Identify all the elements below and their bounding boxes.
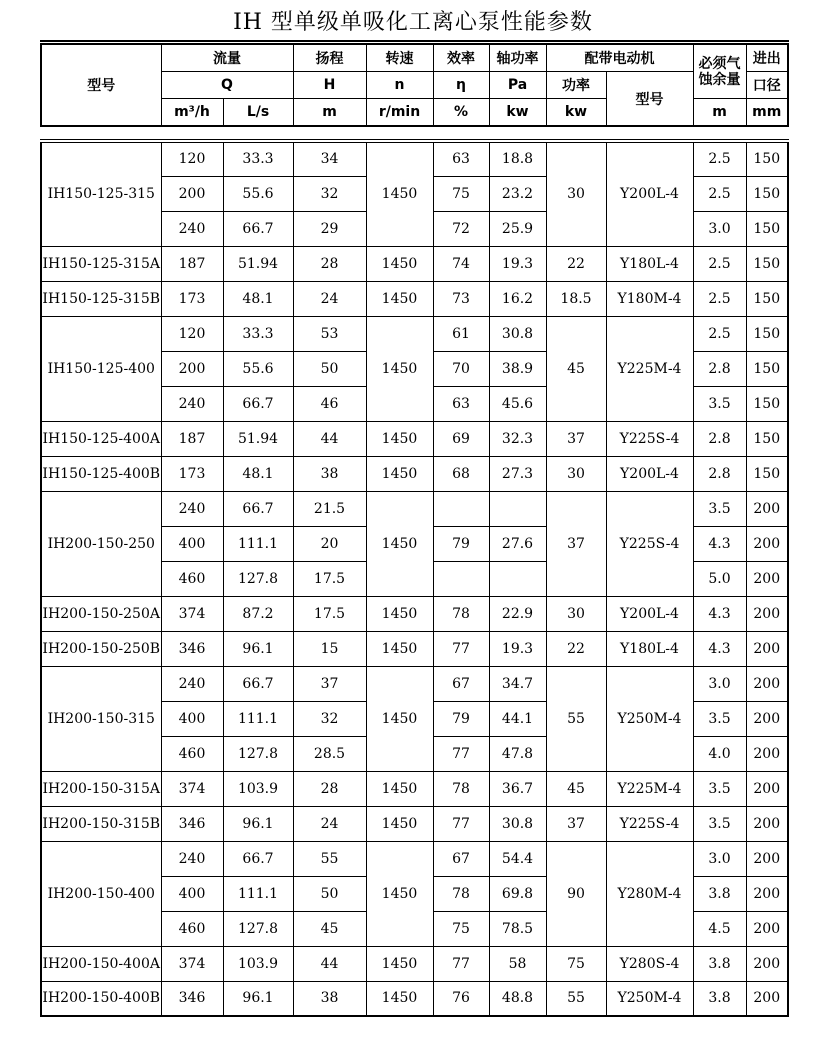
cell-npsh: 4.0 — [693, 736, 746, 771]
cell-shaft-power: 78.5 — [489, 911, 546, 946]
cell-diameter: 200 — [746, 911, 788, 946]
cell-flow-m3h: 400 — [161, 701, 223, 736]
cell-efficiency: 77 — [433, 806, 489, 841]
cell-pump-model: IH150-125-400 — [41, 316, 161, 421]
cell-speed: 1450 — [366, 666, 433, 771]
cell-flow-m3h: 346 — [161, 806, 223, 841]
cell-shaft-power: 22.9 — [489, 596, 546, 631]
cell-shaft-power: 48.8 — [489, 981, 546, 1016]
cell-npsh: 2.5 — [693, 281, 746, 316]
cell-efficiency: 78 — [433, 876, 489, 911]
cell-flow-m3h: 374 — [161, 596, 223, 631]
cell-motor-power: 45 — [546, 771, 606, 806]
cell-diameter: 200 — [746, 561, 788, 596]
cell-efficiency: 77 — [433, 736, 489, 771]
npsh-label-line2: 蚀余量 — [698, 71, 741, 88]
cell-head: 24 — [293, 281, 366, 316]
cell-shaft-power: 36.7 — [489, 771, 546, 806]
cell-flow-m3h: 187 — [161, 246, 223, 281]
cell-flow-ls: 51.94 — [223, 421, 293, 456]
symbol-eta: η — [433, 72, 489, 99]
table-row — [41, 666, 788, 701]
cell-flow-m3h: 240 — [161, 841, 223, 876]
table-row — [41, 981, 788, 1016]
cell-flow-ls: 127.8 — [223, 911, 293, 946]
cell-head: 46 — [293, 386, 366, 421]
cell-motor-model: Y200L-4 — [606, 141, 693, 246]
cell-flow-ls: 48.1 — [223, 281, 293, 316]
cell-efficiency: 72 — [433, 211, 489, 246]
cell-diameter: 150 — [746, 281, 788, 316]
cell-shaft-power: 27.6 — [489, 526, 546, 561]
cell-flow-ls: 66.7 — [223, 491, 293, 526]
unit-rmin: r/min — [366, 99, 433, 127]
cell-flow-m3h: 374 — [161, 946, 223, 981]
cell-speed: 1450 — [366, 946, 433, 981]
cell-motor-power: 30 — [546, 141, 606, 246]
cell-npsh: 3.5 — [693, 771, 746, 806]
cell-speed: 1450 — [366, 246, 433, 281]
cell-flow-m3h: 173 — [161, 456, 223, 491]
cell-motor-model: Y200L-4 — [606, 596, 693, 631]
symbol-pa: Pa — [489, 72, 546, 99]
cell-motor-model: Y225S-4 — [606, 421, 693, 456]
cell-pump-model: IH200-150-315A — [41, 771, 161, 806]
cell-motor-model: Y280M-4 — [606, 841, 693, 946]
cell-motor-power: 30 — [546, 596, 606, 631]
cell-head: 55 — [293, 841, 366, 876]
cell-speed: 1450 — [366, 806, 433, 841]
cell-shaft-power: 38.9 — [489, 351, 546, 386]
unit-m3h: m³/h — [161, 99, 223, 127]
symbol-q: Q — [161, 72, 293, 99]
unit-percent: % — [433, 99, 489, 127]
cell-flow-m3h: 120 — [161, 316, 223, 351]
cell-npsh: 5.0 — [693, 561, 746, 596]
unit-ls: L/s — [223, 99, 293, 127]
cell-flow-ls: 51.94 — [223, 246, 293, 281]
cell-diameter: 200 — [746, 526, 788, 561]
table-row — [41, 631, 788, 666]
cell-efficiency: 75 — [433, 176, 489, 211]
cell-shaft-power: 25.9 — [489, 211, 546, 246]
cell-shaft-power: 23.2 — [489, 176, 546, 211]
cell-flow-m3h: 120 — [161, 141, 223, 176]
cell-diameter: 150 — [746, 246, 788, 281]
table-row — [41, 246, 788, 281]
cell-motor-power: 22 — [546, 246, 606, 281]
cell-diameter: 200 — [746, 771, 788, 806]
cell-npsh: 2.8 — [693, 421, 746, 456]
cell-flow-ls: 103.9 — [223, 771, 293, 806]
cell-diameter: 150 — [746, 211, 788, 246]
col-header-flow: 流量 — [161, 43, 293, 72]
unit-m-npsh: m — [693, 99, 746, 127]
cell-shaft-power: 34.7 — [489, 666, 546, 701]
cell-npsh: 3.8 — [693, 946, 746, 981]
cell-shaft-power: 47.8 — [489, 736, 546, 771]
cell-shaft-power: 58 — [489, 946, 546, 981]
cell-flow-m3h: 240 — [161, 666, 223, 701]
cell-head: 24 — [293, 806, 366, 841]
cell-flow-m3h: 240 — [161, 386, 223, 421]
cell-diameter: 200 — [746, 981, 788, 1016]
table-row — [41, 946, 788, 981]
cell-motor-model: Y280S-4 — [606, 946, 693, 981]
cell-flow-m3h: 200 — [161, 176, 223, 211]
cell-shaft-power: 18.8 — [489, 141, 546, 176]
col-header-bore: 口径 — [746, 72, 788, 99]
cell-speed: 1450 — [366, 596, 433, 631]
cell-flow-ls: 87.2 — [223, 596, 293, 631]
cell-diameter: 150 — [746, 456, 788, 491]
cell-flow-ls: 111.1 — [223, 701, 293, 736]
cell-speed: 1450 — [366, 421, 433, 456]
cell-head: 37 — [293, 666, 366, 701]
table-row — [41, 491, 788, 526]
table-row — [41, 596, 788, 631]
cell-motor-model: Y250M-4 — [606, 666, 693, 771]
cell-efficiency: 77 — [433, 631, 489, 666]
cell-diameter: 150 — [746, 316, 788, 351]
cell-npsh: 3.0 — [693, 211, 746, 246]
cell-diameter: 200 — [746, 806, 788, 841]
cell-motor-power: 55 — [546, 666, 606, 771]
cell-npsh: 2.5 — [693, 176, 746, 211]
cell-speed: 1450 — [366, 981, 433, 1016]
cell-flow-m3h: 240 — [161, 211, 223, 246]
cell-flow-ls: 55.6 — [223, 176, 293, 211]
cell-shaft-power: 16.2 — [489, 281, 546, 316]
col-header-head: 扬程 — [293, 43, 366, 72]
col-header-inout: 进出 — [746, 43, 788, 72]
cell-shaft-power: 54.4 — [489, 841, 546, 876]
cell-diameter: 200 — [746, 876, 788, 911]
cell-head: 29 — [293, 211, 366, 246]
cell-shaft-power: 19.3 — [489, 631, 546, 666]
cell-efficiency: 69 — [433, 421, 489, 456]
cell-diameter: 200 — [746, 631, 788, 666]
cell-flow-ls: 127.8 — [223, 736, 293, 771]
cell-efficiency: 67 — [433, 666, 489, 701]
cell-flow-ls: 127.8 — [223, 561, 293, 596]
cell-diameter: 200 — [746, 736, 788, 771]
table-row — [41, 456, 788, 491]
cell-speed: 1450 — [366, 456, 433, 491]
cell-head: 38 — [293, 456, 366, 491]
cell-flow-m3h: 400 — [161, 526, 223, 561]
unit-m-head: m — [293, 99, 366, 127]
cell-shaft-power: 44.1 — [489, 701, 546, 736]
symbol-n: n — [366, 72, 433, 99]
cell-motor-power: 37 — [546, 421, 606, 456]
cell-diameter: 150 — [746, 351, 788, 386]
cell-motor-power: 45 — [546, 316, 606, 421]
cell-efficiency: 76 — [433, 981, 489, 1016]
data-table-body — [41, 141, 788, 1016]
page-title: IH 型单级单吸化工离心泵性能参数 — [233, 10, 593, 35]
cell-flow-ls: 103.9 — [223, 946, 293, 981]
cell-efficiency: 67 — [433, 841, 489, 876]
cell-diameter: 200 — [746, 666, 788, 701]
cell-npsh: 4.3 — [693, 596, 746, 631]
table-row — [41, 141, 788, 176]
cell-diameter: 200 — [746, 701, 788, 736]
cell-head: 28 — [293, 246, 366, 281]
cell-flow-ls: 66.7 — [223, 211, 293, 246]
cell-efficiency: 70 — [433, 351, 489, 386]
cell-pump-model: IH200-150-250 — [41, 491, 161, 596]
cell-pump-model: IH150-125-315B — [41, 281, 161, 316]
cell-flow-m3h: 460 — [161, 911, 223, 946]
cell-pump-model: IH150-125-315A — [41, 246, 161, 281]
cell-flow-m3h: 460 — [161, 736, 223, 771]
cell-motor-power: 18.5 — [546, 281, 606, 316]
col-header-shaft-power: 轴功率 — [489, 43, 546, 72]
cell-flow-m3h: 374 — [161, 771, 223, 806]
col-header-motor-model: 型号 — [606, 72, 693, 127]
cell-motor-power: 90 — [546, 841, 606, 946]
cell-flow-ls: 111.1 — [223, 526, 293, 561]
cell-flow-m3h: 187 — [161, 421, 223, 456]
cell-pump-model: IH200-150-400 — [41, 841, 161, 946]
cell-pump-model: IH150-125-400A — [41, 421, 161, 456]
unit-kw-shaft: kw — [489, 99, 546, 127]
cell-flow-ls: 111.1 — [223, 876, 293, 911]
data-table — [40, 139, 789, 1017]
unit-kw-motor: kw — [546, 99, 606, 127]
cell-npsh: 4.5 — [693, 911, 746, 946]
cell-efficiency — [433, 491, 489, 526]
cell-shaft-power: 30.8 — [489, 806, 546, 841]
cell-shaft-power: 19.3 — [489, 246, 546, 281]
cell-efficiency: 78 — [433, 771, 489, 806]
cell-speed: 1450 — [366, 841, 433, 946]
cell-pump-model: IH200-150-315 — [41, 666, 161, 771]
header-row-1 — [41, 43, 788, 72]
table-row — [41, 806, 788, 841]
cell-shaft-power: 69.8 — [489, 876, 546, 911]
cell-diameter: 150 — [746, 386, 788, 421]
cell-diameter: 200 — [746, 841, 788, 876]
cell-motor-model: Y225S-4 — [606, 806, 693, 841]
cell-motor-model: Y180L-4 — [606, 631, 693, 666]
cell-motor-model: Y250M-4 — [606, 981, 693, 1016]
table-row — [41, 316, 788, 351]
cell-shaft-power: 27.3 — [489, 456, 546, 491]
cell-head: 50 — [293, 876, 366, 911]
cell-flow-ls: 96.1 — [223, 981, 293, 1016]
cell-motor-model: Y225S-4 — [606, 491, 693, 596]
cell-flow-ls: 33.3 — [223, 141, 293, 176]
cell-flow-m3h: 460 — [161, 561, 223, 596]
cell-efficiency: 78 — [433, 596, 489, 631]
cell-flow-m3h: 346 — [161, 631, 223, 666]
cell-head: 28.5 — [293, 736, 366, 771]
symbol-h: H — [293, 72, 366, 99]
cell-head: 32 — [293, 701, 366, 736]
cell-head: 44 — [293, 946, 366, 981]
cell-npsh: 3.5 — [693, 386, 746, 421]
cell-speed: 1450 — [366, 631, 433, 666]
cell-efficiency: 73 — [433, 281, 489, 316]
cell-diameter: 150 — [746, 421, 788, 456]
cell-pump-model: IH200-150-250B — [41, 631, 161, 666]
cell-npsh: 3.5 — [693, 491, 746, 526]
cell-motor-model: Y225M-4 — [606, 771, 693, 806]
cell-flow-ls: 66.7 — [223, 841, 293, 876]
cell-head: 17.5 — [293, 561, 366, 596]
cell-npsh: 4.3 — [693, 631, 746, 666]
cell-flow-m3h: 173 — [161, 281, 223, 316]
cell-diameter: 200 — [746, 491, 788, 526]
cell-motor-power: 55 — [546, 981, 606, 1016]
cell-motor-power: 22 — [546, 631, 606, 666]
cell-efficiency: 74 — [433, 246, 489, 281]
cell-pump-model: IH150-125-315 — [41, 141, 161, 246]
cell-efficiency — [433, 561, 489, 596]
table-row — [41, 421, 788, 456]
cell-shaft-power: 30.8 — [489, 316, 546, 351]
cell-head: 50 — [293, 351, 366, 386]
cell-pump-model: IH200-150-400B — [41, 981, 161, 1016]
cell-motor-power: 37 — [546, 491, 606, 596]
cell-motor-model: Y180L-4 — [606, 246, 693, 281]
cell-pump-model: IH200-150-315B — [41, 806, 161, 841]
col-header-motor: 配带电动机 — [546, 43, 693, 72]
cell-head: 38 — [293, 981, 366, 1016]
cell-head: 21.5 — [293, 491, 366, 526]
cell-efficiency: 63 — [433, 386, 489, 421]
cell-diameter: 200 — [746, 946, 788, 981]
cell-npsh: 3.5 — [693, 806, 746, 841]
cell-flow-ls: 48.1 — [223, 456, 293, 491]
cell-flow-m3h: 240 — [161, 491, 223, 526]
cell-speed: 1450 — [366, 491, 433, 596]
col-header-speed: 转速 — [366, 43, 433, 72]
cell-efficiency: 79 — [433, 701, 489, 736]
npsh-label-line1: 必须气 — [698, 55, 741, 72]
cell-npsh: 3.8 — [693, 876, 746, 911]
cell-flow-m3h: 346 — [161, 981, 223, 1016]
col-header-efficiency: 效率 — [433, 43, 489, 72]
cell-npsh: 3.8 — [693, 981, 746, 1016]
cell-motor-model: Y200L-4 — [606, 456, 693, 491]
cell-motor-power: 30 — [546, 456, 606, 491]
cell-shaft-power — [489, 491, 546, 526]
table-row — [41, 771, 788, 806]
cell-diameter: 200 — [746, 596, 788, 631]
cell-motor-model: Y180M-4 — [606, 281, 693, 316]
cell-motor-model: Y225M-4 — [606, 316, 693, 421]
col-header-motor-power: 功率 — [546, 72, 606, 99]
cell-head: 32 — [293, 176, 366, 211]
cell-head: 20 — [293, 526, 366, 561]
cell-npsh: 2.5 — [693, 316, 746, 351]
cell-head: 34 — [293, 141, 366, 176]
cell-head: 44 — [293, 421, 366, 456]
cell-npsh: 2.5 — [693, 141, 746, 176]
cell-motor-power: 75 — [546, 946, 606, 981]
cell-npsh: 4.3 — [693, 526, 746, 561]
cell-efficiency: 63 — [433, 141, 489, 176]
cell-head: 53 — [293, 316, 366, 351]
cell-speed: 1450 — [366, 316, 433, 421]
cell-npsh: 3.5 — [693, 701, 746, 736]
cell-head: 17.5 — [293, 596, 366, 631]
header-table — [40, 40, 789, 127]
cell-pump-model: IH150-125-400B — [41, 456, 161, 491]
cell-flow-ls: 96.1 — [223, 806, 293, 841]
cell-flow-ls: 33.3 — [223, 316, 293, 351]
cell-pump-model: IH200-150-400A — [41, 946, 161, 981]
cell-flow-ls: 96.1 — [223, 631, 293, 666]
cell-diameter: 150 — [746, 176, 788, 211]
cell-npsh: 3.0 — [693, 841, 746, 876]
cell-flow-ls: 66.7 — [223, 666, 293, 701]
cell-head: 45 — [293, 911, 366, 946]
cell-shaft-power: 32.3 — [489, 421, 546, 456]
cell-flow-m3h: 400 — [161, 876, 223, 911]
col-header-npsh — [693, 43, 746, 99]
cell-npsh: 2.8 — [693, 351, 746, 386]
table-row — [41, 841, 788, 876]
col-header-model: 型号 — [41, 43, 161, 127]
cell-shaft-power — [489, 561, 546, 596]
cell-efficiency: 77 — [433, 946, 489, 981]
cell-efficiency: 79 — [433, 526, 489, 561]
cell-motor-power: 37 — [546, 806, 606, 841]
cell-npsh: 3.0 — [693, 666, 746, 701]
cell-flow-ls: 66.7 — [223, 386, 293, 421]
cell-head: 15 — [293, 631, 366, 666]
cell-speed: 1450 — [366, 771, 433, 806]
cell-efficiency: 75 — [433, 911, 489, 946]
cell-npsh: 2.5 — [693, 246, 746, 281]
cell-flow-m3h: 200 — [161, 351, 223, 386]
cell-flow-ls: 55.6 — [223, 351, 293, 386]
cell-pump-model: IH200-150-250A — [41, 596, 161, 631]
cell-efficiency: 61 — [433, 316, 489, 351]
cell-shaft-power: 45.6 — [489, 386, 546, 421]
cell-speed: 1450 — [366, 141, 433, 246]
table-row — [41, 281, 788, 316]
cell-efficiency: 68 — [433, 456, 489, 491]
cell-npsh: 2.8 — [693, 456, 746, 491]
cell-speed: 1450 — [366, 281, 433, 316]
cell-diameter: 150 — [746, 141, 788, 176]
cell-head: 28 — [293, 771, 366, 806]
unit-mm: mm — [746, 99, 788, 127]
